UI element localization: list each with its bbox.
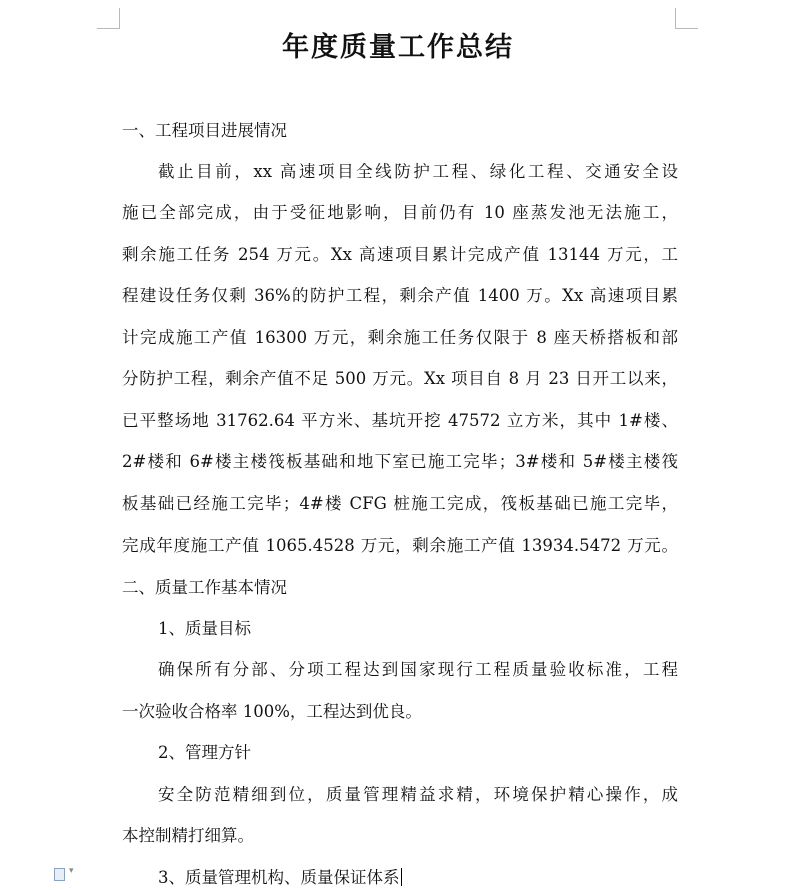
paragraph-line: 确保所有分部、分项工程达到国家现行工程质量验收标准，工程 bbox=[158, 660, 678, 679]
page-corner-mark-top-left bbox=[97, 8, 120, 29]
subsection-heading: 1、质量目标 bbox=[158, 619, 251, 638]
chevron-down-icon[interactable]: ▾ bbox=[69, 866, 74, 876]
paragraph-line: 本控制精打细算。 bbox=[122, 826, 254, 845]
subsection-heading-with-cursor[interactable] bbox=[158, 866, 678, 890]
paragraph-line: 剩余施工任务 254 万元。Xx 高速项目累计完成产值 13144 万元，工 bbox=[122, 245, 678, 264]
paragraph-line: 一次验收合格率 100%，工程达到优良。 bbox=[122, 702, 422, 721]
section-heading: 二、质量工作基本情况 bbox=[122, 578, 287, 597]
text-cursor bbox=[401, 868, 402, 886]
paragraph-line: 2#楼和 6#楼主楼筏板基础和地下室已施工完毕；3#楼和 5#楼主楼筏 bbox=[122, 452, 678, 471]
document-title: 年度质量工作总结 bbox=[282, 32, 514, 63]
subsection-heading: 3、质量管理机构、质量保证体系 bbox=[158, 868, 400, 887]
section-heading: 一、工程项目进展情况 bbox=[122, 121, 287, 140]
paragraph-line: 计完成施工产值 16300 万元，剩余施工任务仅限于 8 座天桥搭板和部 bbox=[122, 328, 678, 347]
subsection-heading: 2、管理方针 bbox=[158, 743, 251, 762]
paragraph-line: 安全防范精细到位，质量管理精益求精，环境保护精心操作，成 bbox=[158, 785, 678, 804]
paragraph-line: 截止目前，xx 高速项目全线防护工程、绿化工程、交通安全设 bbox=[158, 162, 678, 181]
paragraph-line: 已平整场地 31762.64 平方米、基坑开挖 47572 立方米，其中 1#楼、 bbox=[122, 411, 678, 430]
paragraph-line: 完成年度施工产值 1065.4528 万元，剩余施工产值 13934.5472 万元。 bbox=[122, 536, 678, 555]
paragraph-layout-icon[interactable] bbox=[54, 868, 65, 881]
paragraph-line: 板基础已经施工完毕；4#楼 CFG 桩施工完成，筏板基础已施工完毕， bbox=[122, 494, 678, 513]
paragraph-line: 分防护工程，剩余产值不足 500 万元。Xx 项目自 8 月 23 日开工以来， bbox=[122, 369, 678, 388]
paragraph-line: 程建设任务仅剩 36%的防护工程，剩余产值 1400 万。Xx 高速项目累 bbox=[122, 286, 678, 305]
page-corner-mark-top-right bbox=[675, 8, 698, 29]
paragraph-line: 施已全部完成，由于受征地影响，目前仍有 10 座蒸发池无法施工， bbox=[122, 203, 678, 222]
